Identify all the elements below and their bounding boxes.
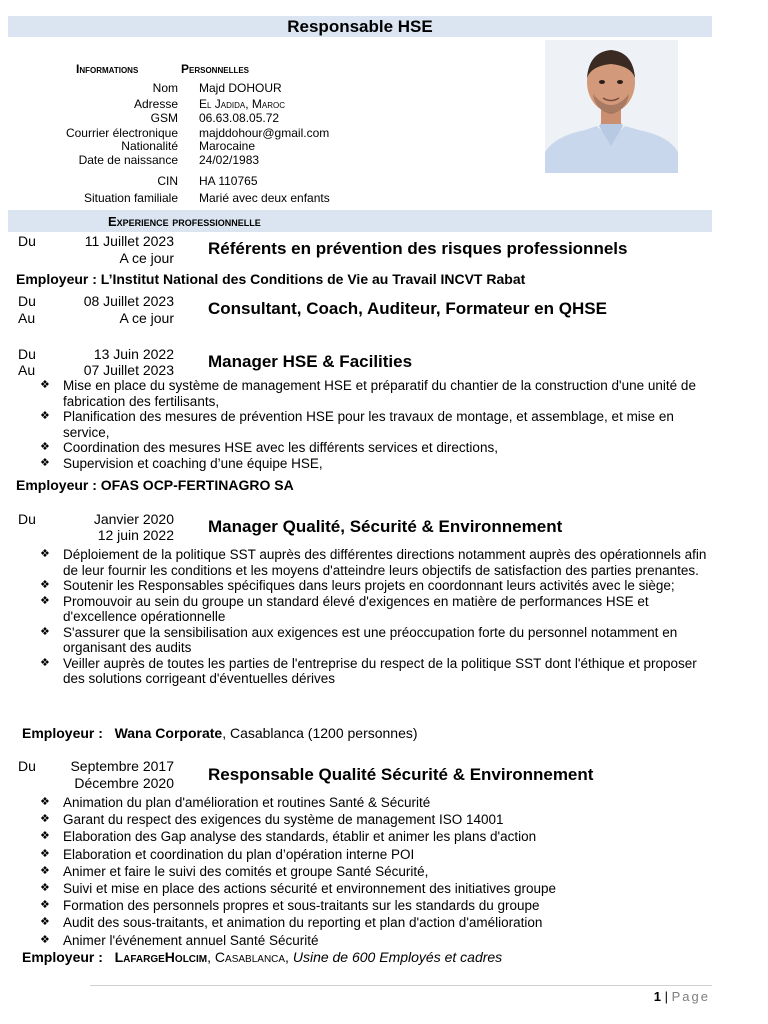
cv-title: Responsable HSE	[287, 17, 433, 36]
bullet-text: Supervision et coaching d’une équipe HSE,	[63, 455, 323, 471]
bullet-text: Animation du plan d'amélioration et routines Santé & Sécurité	[63, 795, 431, 810]
experience-band	[8, 210, 712, 232]
diamond-bullet-icon: ❖	[40, 456, 50, 469]
profile-photo	[545, 40, 678, 173]
bullet-text: Planification des mesures de prévention HSE pour les travaux de montage, et assemblage, et mise en service,	[63, 409, 674, 440]
diamond-bullet-icon: ❖	[40, 847, 50, 860]
job2-au-label: Au	[18, 310, 36, 326]
field-label-email: Courrier électronique	[65, 126, 178, 140]
job3-du-label: Du	[18, 346, 36, 362]
title-band	[8, 16, 712, 37]
field-value-nationalite: Marocaine	[199, 139, 256, 153]
field-value-email[interactable]: majddohour@gmail.com	[199, 126, 330, 140]
bullet-text: Promouvoir au sein du groupe un standard élevé d'exigences en matière de performances HSE et d'excellence opérationnelle	[63, 593, 649, 624]
job2-from-date: 08 Juillet 2023	[83, 293, 174, 309]
diamond-bullet-icon: ❖	[40, 916, 50, 929]
footer-divider	[90, 985, 712, 986]
field-value-naissance: 24/02/1983	[199, 153, 260, 167]
job1-du-label: Du	[18, 233, 36, 249]
field-label-adresse: Adresse	[133, 97, 178, 111]
job3-employer: Employeur : OFAS OCP-FERTINAGRO SA	[16, 477, 294, 493]
field-value-cin: HA 110765	[199, 174, 258, 188]
bullet-text: Mise en place du système de management HSE et préparatif du chantier de la construction d'une unité de fabrication des fertilisants,	[63, 378, 696, 409]
list-item	[40, 897, 712, 914]
diamond-bullet-icon: ❖	[40, 796, 50, 808]
list-item	[40, 846, 712, 863]
list-item	[40, 547, 712, 578]
job4-du-label: Du	[18, 511, 36, 527]
personal-section-title-b	[181, 62, 249, 76]
diamond-bullet-icon: ❖	[40, 813, 50, 826]
page-footer	[654, 988, 710, 1006]
field-label-naissance: Date de naissance	[78, 153, 178, 167]
diamond-bullet-icon: ❖	[40, 441, 50, 453]
job3-bullet-list	[40, 378, 712, 471]
list-item	[40, 409, 712, 440]
field-label-nationalite: Nationalité	[121, 139, 178, 153]
job5-from-date: Septembre 2017	[70, 758, 174, 774]
job4-employer	[22, 725, 418, 741]
bullet-text: Garant du respect des exigences du système de management ISO 14001	[63, 812, 504, 828]
field-value-gsm: 06.63.08.05.72	[199, 111, 280, 125]
employer-detail: Usine de 600 Employés et cadres	[288, 949, 503, 965]
bullet-text: Elaboration et coordination du plan d’opération interne POI	[63, 846, 415, 862]
list-item	[40, 594, 712, 625]
field-label-gsm: GSM	[150, 111, 178, 125]
job3-title: Manager HSE & Facilities	[208, 352, 413, 371]
list-item	[40, 932, 712, 949]
list-item	[40, 863, 712, 880]
job5-title: Responsable Qualité Sécurité & Environnement	[208, 765, 594, 784]
diamond-bullet-icon: ❖	[40, 548, 50, 560]
bullet-text: Veiller auprès de toutes les parties de l'entreprise du respect de la politique SST dont l'éthique et proposer des solutions corrigeant d'éventuelles dérives	[63, 655, 697, 686]
job2-du-label: Du	[18, 293, 36, 309]
bullet-text: Soutenir les Responsables spécifiques dans leurs projets en coordonnant leurs activités avec le siège;	[63, 578, 675, 593]
bullet-text: Animer et faire le suivi des comités et groupe Santé Sécurité,	[63, 863, 429, 879]
diamond-bullet-icon: ❖	[40, 579, 50, 591]
list-item	[40, 656, 712, 687]
employer-label: Employeur :	[22, 949, 103, 965]
job1-to-date: A ce jour	[119, 250, 174, 266]
personal-title-b: Personnelles	[181, 62, 250, 76]
job1-employer: Employeur : L’Institut National des Conditions de Vie au Travail INCVT Rabat	[16, 271, 526, 287]
diamond-bullet-icon: ❖	[40, 899, 50, 912]
job4-to-date: 12 juin 2022	[97, 527, 174, 543]
diamond-bullet-icon: ❖	[40, 625, 50, 638]
page-number: 1	[653, 989, 662, 1004]
experience-section-title: Experience professionnelle	[108, 214, 261, 229]
job4-bullet-list	[40, 547, 712, 687]
employer-label: Employeur :	[22, 725, 103, 741]
list-item	[40, 828, 712, 845]
portrait-icon	[545, 40, 678, 173]
personal-section-title	[76, 62, 138, 76]
field-label-situation: Situation familiale	[83, 191, 178, 205]
employer-detail: , Casablanca (1200 personnes)	[222, 725, 418, 741]
job2-title: Consultant, Coach, Auditeur, Formateur en QHSE	[208, 299, 607, 318]
diamond-bullet-icon: ❖	[40, 379, 50, 391]
bullet-text: Formation des personnels propres et sous-traitants sur les standards du groupe	[63, 898, 540, 914]
employer-name: LafargeHolcim	[114, 949, 208, 965]
bullet-text: Suivi et mise en place des actions sécurité et environnement des initiatives groupe	[63, 881, 557, 897]
job5-to-date: Décembre 2020	[74, 775, 174, 791]
list-item	[40, 880, 712, 897]
list-item	[40, 456, 712, 472]
diamond-bullet-icon: ❖	[40, 594, 50, 607]
list-item	[40, 914, 712, 931]
list-item	[40, 378, 712, 409]
job2-to-date: A ce jour	[119, 310, 174, 326]
list-item	[40, 625, 712, 656]
diamond-bullet-icon: ❖	[40, 410, 50, 422]
list-item	[40, 578, 712, 594]
job5-bullet-list	[40, 794, 712, 949]
job1-from-date: 11 Juillet 2023	[84, 233, 174, 249]
bullet-text: Déploiement de la politique SST auprès des différentes directions notamment auprès des opérationnels afin de leur fournir les conditions et les moyens d'atteindre leurs objectifs de satisfaction des parties prenantes.	[63, 547, 707, 578]
diamond-bullet-icon: ❖	[40, 656, 50, 669]
page-separator: |	[661, 989, 672, 1004]
field-value-situation: Marié avec deux enfants	[199, 191, 330, 205]
bullet-text: Audit des sous-traitants, et animation du reporting et plan d'action d'amélioration	[63, 915, 543, 931]
job5-du-label: Du	[18, 758, 36, 774]
job5-employer	[22, 949, 502, 965]
employer-name: Wana Corporate	[114, 725, 223, 741]
job4-title: Manager Qualité, Sécurité & Environnement	[208, 517, 563, 536]
field-value-nom: Majd DOHOUR	[199, 81, 282, 95]
job3-to-date: 07 Juillet 2023	[83, 362, 174, 378]
list-item	[40, 794, 712, 811]
job4-from-date: Janvier 2020	[93, 511, 174, 527]
job1-title: Référents en prévention des risques professionnels	[208, 239, 628, 258]
personal-title-a: Informations	[76, 62, 139, 76]
diamond-bullet-icon: ❖	[40, 830, 50, 843]
page-label: Page	[671, 989, 710, 1004]
job3-au-label: Au	[18, 362, 36, 378]
bullet-text: Animer l'événement annuel Santé Sécurité	[63, 932, 319, 948]
field-label-nom: Nom	[152, 81, 178, 95]
bullet-text: Elaboration des Gap analyse des standards, établir et animer les plans d'action	[63, 829, 537, 845]
job3-from-date: 13 Juin 2022	[93, 346, 174, 362]
diamond-bullet-icon: ❖	[40, 882, 50, 895]
employer-city: , Casablanca,	[207, 949, 289, 965]
field-value-adresse: El Jadida, Maroc	[199, 97, 286, 111]
diamond-bullet-icon: ❖	[40, 933, 50, 946]
bullet-text: S'assurer que la sensibilisation aux exigences est une préoccupation forte du personnel notamment en organisant des audits	[63, 624, 678, 655]
list-item	[40, 811, 712, 828]
field-label-cin: CIN	[157, 174, 178, 188]
list-item	[40, 440, 712, 456]
bullet-text: Coordination des mesures HSE avec les différents services et directions,	[63, 440, 498, 455]
diamond-bullet-icon: ❖	[40, 864, 50, 877]
